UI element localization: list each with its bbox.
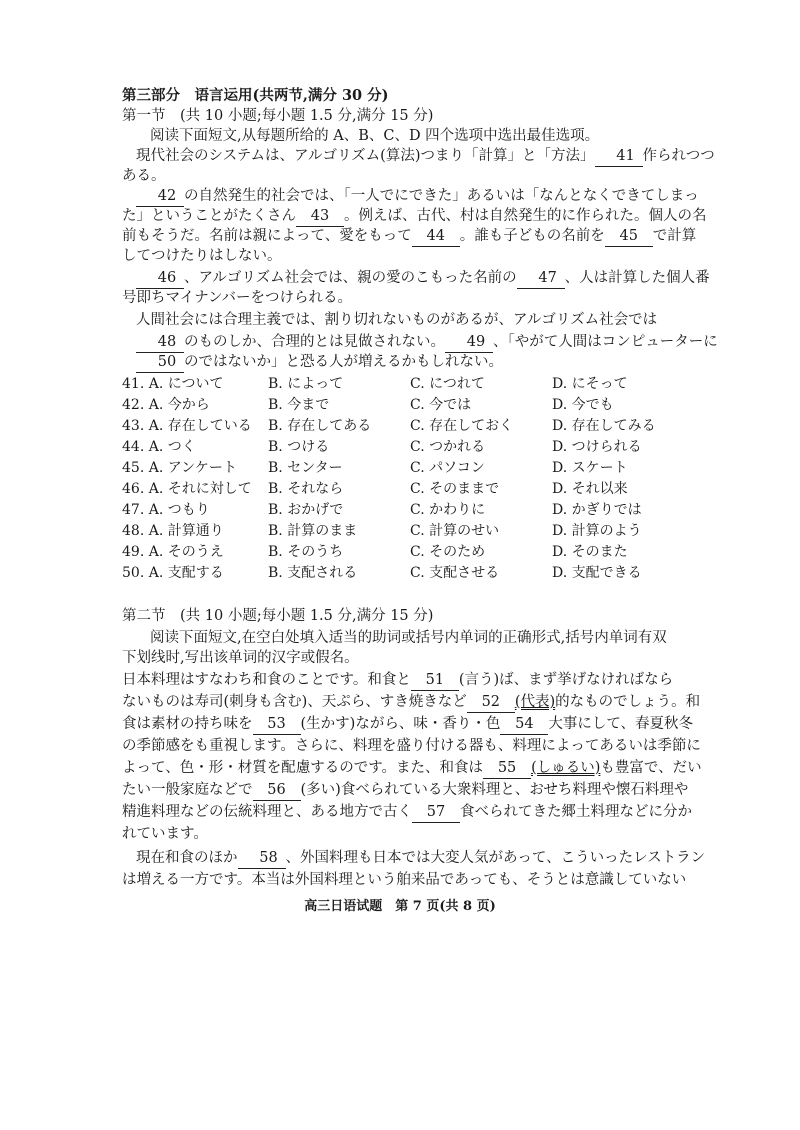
option-45-a: 45. A. アンケート — [122, 460, 237, 476]
option-48-d: D. 計算のよう — [552, 523, 642, 539]
blank-56: 56 — [253, 780, 301, 801]
option-47-c: C. かわりに — [410, 502, 486, 518]
passage2-line: れています。 — [122, 826, 208, 842]
passage1-line: 人間社会には合理主義では、割り切れないものがあるが、アルゴリズム社会では — [136, 312, 658, 328]
blank-49: 49 — [445, 332, 493, 353]
option-41-c: C. につれて — [410, 376, 485, 392]
option-48-b: B. 計算のまま — [268, 523, 358, 539]
page-footer: 高三日语试题 第 7 页(共 8 页) — [304, 899, 496, 914]
blank-43: 43 — [296, 206, 344, 227]
blank-58: 58 — [238, 848, 286, 869]
section1-instruction: 阅读下面短文,从每题所给的 A、B、C、D 四个选项中选出最佳选项。 — [150, 128, 600, 144]
passage1-line: 前もそうだ。名前は親によって、愛をもって 44 。誰も子どもの名前を 45 で計算 — [122, 226, 690, 247]
option-47-d: D. かぎりでは — [552, 502, 642, 518]
option-48-a: 48. A. 計算通り — [122, 523, 224, 539]
option-42-d: D. 今でも — [552, 397, 614, 413]
passage1-line: 現代社会のシステムは、アルゴリズム(算法)つまり「計算」と「方法」 41 作られつつ — [122, 146, 690, 167]
option-49-b: B. そのうち — [268, 544, 344, 560]
option-50-b: B. 支配される — [268, 565, 358, 581]
passage1-line: 42 の自然発生的社会では、「一人でにできた」あるいは「なんとなくできてしまっ — [122, 186, 690, 207]
option-44-c: C. つかれる — [410, 439, 486, 455]
option-49-a: 49. A. そのうえ — [122, 544, 224, 560]
option-44-a: 44. A. つく — [122, 439, 196, 455]
blank-47: 47 — [517, 268, 565, 289]
option-46-a: 46. A. それに対して — [122, 481, 252, 497]
blank-57: 57 — [412, 802, 460, 823]
option-42-a: 42. A. 今から — [122, 397, 210, 413]
part3-title: 第三部分 语言运用(共两节,满分 30 分) — [122, 87, 389, 104]
passage2-line: 精進料理などの伝統料理と、ある地方で古く 57 食べられてきた郷土料理などに分か — [122, 802, 690, 823]
section2-instruction: 下划线时,写出该单词的汉字或假名。 — [122, 650, 359, 666]
blank-55: 55 — [483, 758, 531, 779]
blank-42: 42 — [136, 186, 184, 207]
blank-45: 45 — [605, 226, 653, 247]
passage1-line: ある。 — [122, 168, 166, 184]
option-43-c: C. 存在しておく — [410, 418, 514, 434]
blank-53: 53 — [253, 714, 301, 735]
passage1-line: た」ということがたくさん 43 。例えば、古代、村は自然発生的に作られた。個人の名 — [122, 206, 690, 227]
passage1-line: してつけたりはしない。 — [122, 248, 282, 264]
option-42-c: C. 今では — [410, 397, 472, 413]
blank-41: 41 — [595, 146, 643, 167]
passage2-line: 現在和食のほか 58 、外国料理も日本では大変人気があって、こういったレストラン — [122, 848, 690, 869]
option-48-c: C. 計算のせい — [410, 523, 500, 539]
passage1-line: 50 のではないか」と恐る人が増えるかもしれない。 — [122, 352, 690, 373]
option-49-c: C. そのため — [410, 544, 486, 560]
option-44-d: D. つけられる — [552, 439, 642, 455]
option-43-d: D. 存在してみる — [552, 418, 656, 434]
option-50-c: C. 支配させる — [410, 565, 500, 581]
option-46-c: C. そのままで — [410, 481, 500, 497]
blank-52: 52 — [467, 692, 515, 713]
section1-header: 第一节 (共 10 小题;每小题 1.5 分,满分 15 分) — [122, 108, 434, 124]
passage2-line: ないものは寿司(刺身も含む)、天ぷら、すき焼きなど 52 (代表)的なものでしょう。和 — [122, 692, 690, 713]
option-42-b: B. 今まで — [268, 397, 330, 413]
option-43-b: B. 存在してある — [268, 418, 372, 434]
option-43-a: 43. A. 存在している — [122, 418, 252, 434]
blank-54: 54 — [500, 714, 548, 735]
passage1-line: 46 、アルゴリズム社会では、親の愛のこもった名前の 47 、人は計算した個人番 — [122, 268, 690, 289]
blank-50: 50 — [136, 352, 184, 373]
passage1-line: 48 のものしか、合理的とは見做されない。 49 、「やがて人間はコンピューターに — [122, 332, 690, 353]
option-47-b: B. おかげで — [268, 502, 344, 518]
blank-51: 51 — [411, 670, 459, 691]
blank-48: 48 — [136, 332, 184, 353]
option-46-b: B. それなら — [268, 481, 344, 497]
passage2-line: 食は素材の持ち味を 53 (生かす)ながら、味・香り・色 54 大事にして、春夏秋冬 — [122, 714, 690, 735]
option-47-a: 47. A. つもり — [122, 502, 210, 518]
section2-instruction: 阅读下面短文,在空白处填入适当的助词或括号内单词的正确形式,括号内单词有双 — [150, 630, 667, 646]
option-41-d: D. にそって — [552, 376, 628, 392]
option-46-d: D. それ以来 — [552, 481, 628, 497]
option-41-b: B. によって — [268, 376, 344, 392]
option-45-b: B. センター — [268, 460, 343, 476]
option-41-a: 41. A. について — [122, 376, 224, 392]
passage2-line: 日本料理はすなわち和食のことです。和食と 51 (言う)ば、まず挙げなければなら — [122, 670, 690, 691]
blank-46: 46 — [136, 268, 184, 289]
option-50-a: 50. A. 支配する — [122, 565, 224, 581]
option-44-b: B. つける — [268, 439, 330, 455]
passage1-line: 号即ちマイナンバーをつけられる。 — [122, 290, 352, 306]
passage2-line: は増える一方です。本当は外国料理という舶来品であっても、そうとは意識していない — [122, 872, 687, 888]
passage2-line: よって、色・形・材質を配慮するのです。また、和食は 55 (しゅるい)も豊富で、だい — [122, 758, 690, 779]
passage2-line: たい一般家庭などで 56 (多い)食べられている大衆料理と、おせち料理や懐石料理や — [122, 780, 690, 801]
passage2-line: の季節感をも重視します。さらに、料理を盛り付ける器も、料理によってあるいは季節に — [122, 738, 701, 754]
section2-header: 第二节 (共 10 小题;每小题 1.5 分,满分 15 分) — [122, 608, 434, 624]
option-49-d: D. そのまた — [552, 544, 628, 560]
option-45-d: D. スケート — [552, 460, 628, 476]
option-45-c: C. パソコン — [410, 460, 485, 476]
option-50-d: D. 支配できる — [552, 565, 642, 581]
blank-44: 44 — [412, 226, 460, 247]
